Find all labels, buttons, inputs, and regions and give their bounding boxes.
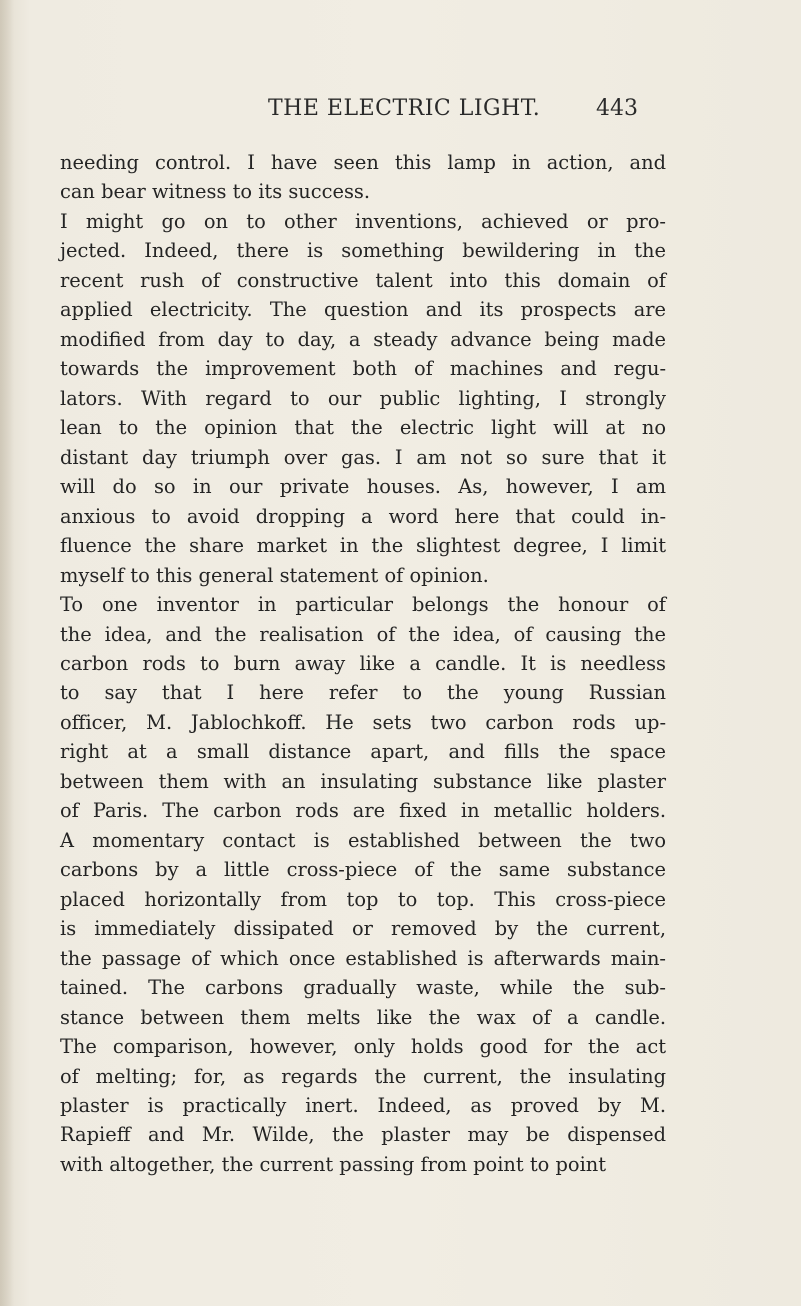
- text-line: the idea, and the realisation of the idea, of causing the: [60, 622, 666, 646]
- text-line: can bear witness to its success.: [60, 180, 371, 204]
- text-line: of Paris. The carbon rods are fixed in metallic holders.: [60, 799, 666, 823]
- text-line: distant day triumph over gas. I am not so sure that it: [60, 445, 666, 469]
- text-line: towards the improvement both of machines and regu-: [60, 357, 666, 381]
- text-line: lators. With regard to our public lighting, I strongly: [60, 386, 666, 410]
- text-line: I might go on to other inventions, achieved or pro-: [60, 209, 666, 233]
- text-line: applied electricity. The question and its prospects are: [60, 298, 666, 322]
- running-head: THE ELECTRIC LIGHT.: [268, 96, 541, 121]
- text-line: the passage of which once established is afterwards main-: [60, 946, 666, 970]
- text-line: to say that I here refer to the young Russian: [60, 681, 666, 705]
- text-line: anxious to avoid dropping a word here that could in-: [60, 504, 666, 528]
- text-line: To one inventor in particular belongs the honour of: [60, 593, 666, 617]
- text-line: stance between them melts like the wax of a candle.: [60, 1005, 666, 1029]
- text-line: is immediately dissipated or removed by the current,: [60, 917, 666, 941]
- text-line: The comparison, however, only holds good for the act: [60, 1035, 666, 1059]
- text-line: carbon rods to burn away like a candle. It is needless: [60, 651, 666, 675]
- text-line: will do so in our private houses. As, however, I am: [60, 475, 666, 499]
- text-line: of melting; for, as regards the current, the insulating: [60, 1064, 666, 1088]
- text-line: placed horizontally from top to top. This cross-piece: [60, 887, 666, 911]
- body-text: [60, 148, 666, 1179]
- text-line: officer, M. Jablochkoff. He sets two carbon rods up-: [60, 710, 666, 734]
- text-line: tained. The carbons gradually waste, while the sub-: [60, 976, 666, 1000]
- text-line: carbons by a little cross-piece of the same substance: [60, 858, 666, 882]
- text-line: fluence the share market in the slightest degree, I limit: [60, 534, 666, 558]
- text-line: lean to the opinion that the electric light will at no: [60, 416, 666, 440]
- text-line: needing control. I have seen this lamp in action, and: [60, 151, 666, 174]
- text-line: right at a small distance apart, and fills the space: [60, 740, 666, 764]
- text-line: myself to this general statement of opinion.: [60, 563, 489, 587]
- page-number: 443: [596, 96, 638, 121]
- text-line: modified from day to day, a steady advance being made: [60, 327, 666, 351]
- text-line: between them with an insulating substance like plaster: [60, 769, 666, 793]
- text-line: recent rush of constructive talent into this domain of: [60, 268, 666, 292]
- text-line: Rapieff and Mr. Wilde, the plaster may be dispensed: [60, 1123, 666, 1147]
- text-line: jected. Indeed, there is something bewildering in the: [60, 239, 666, 263]
- text-line: with altogether, the current passing from point to point: [60, 1152, 607, 1176]
- page-gutter-shadow: [0, 0, 14, 1306]
- text-line: A momentary contact is established between the two: [60, 828, 666, 852]
- page-header: [0, 96, 801, 136]
- text-line: plaster is practically inert. Indeed, as proved by M.: [60, 1094, 666, 1117]
